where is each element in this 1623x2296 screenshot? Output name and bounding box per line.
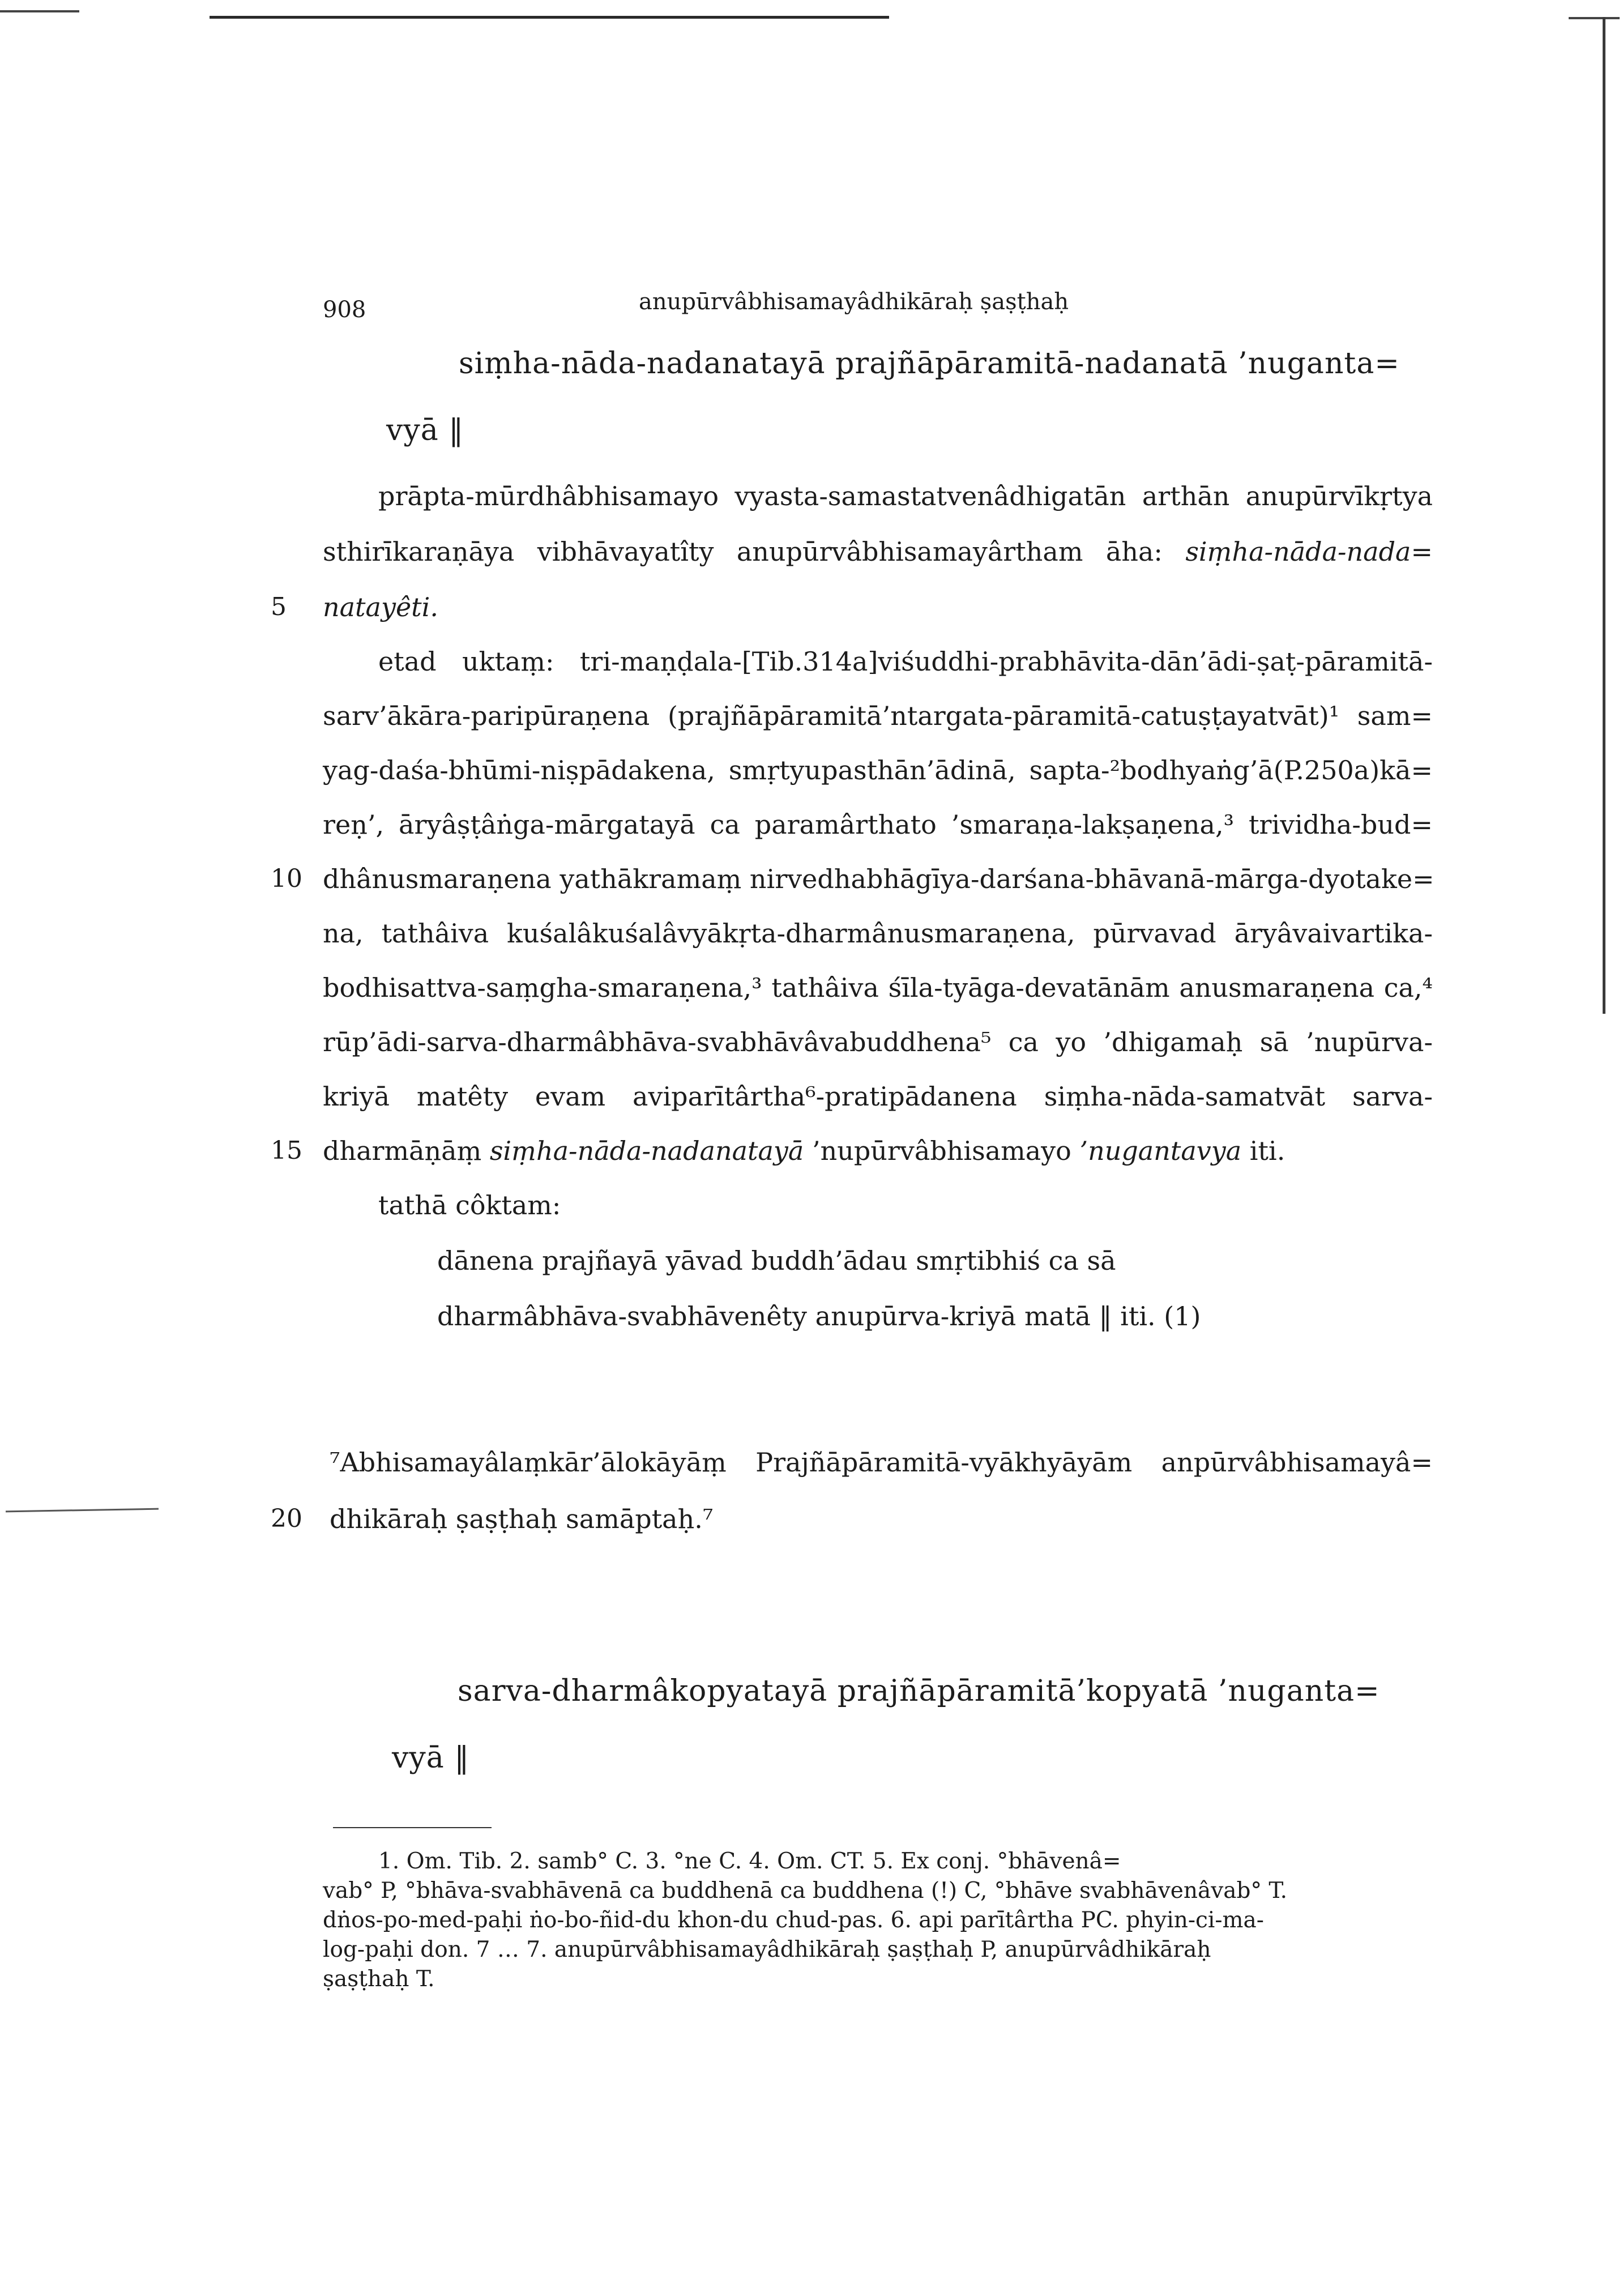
scan-top-rule [210, 16, 889, 19]
scan-corner-mark [1569, 17, 1620, 19]
line-number-15: 15 [271, 1136, 302, 1165]
line-number-5: 5 [271, 592, 287, 621]
body-line-4: etad uktaṃ: tri-maṇḍala-[Tib.314a]viśuddhi-prabhāvita-dān’ādi-ṣaṭ-pāramitā- [378, 646, 1433, 677]
body-line-2: sthirīkaraṇāya vibhāvayatîty anupūrvâbhisamayârtham āha: siṃha-nāda-nada= [323, 536, 1433, 567]
section-heading-2: sarva-dharmâkopyatayā prajñāpāramitā’kopyatā ’nuganta= [458, 1674, 1380, 1708]
body-line-5: sarv’ākāra-paripūraṇena (prajñāpāramitā’ntargata-pāramitā-catuṣṭayatvāt)¹ sam= [323, 701, 1433, 731]
line-number-20: 20 [271, 1504, 302, 1533]
verse-line-2: dharmâbhāva-svabhāvenêty anupūrva-kriyā matā ‖ iti. (1) [437, 1301, 1201, 1331]
scan-right-edge [1603, 17, 1605, 1014]
body-line-3: natayêti. [323, 592, 438, 622]
body-line-10: bodhisattva-saṃgha-smaraṇena,³ tathâiva śīla-tyāga-devatānām anusmaraṇena ca,⁴ [323, 972, 1433, 1003]
body-line-11: rūp’ādi-sarva-dharmâbhāva-svabhāvâvabuddhena⁵ ca yo ’dhigamaḥ sā ’nupūrva- [323, 1027, 1433, 1057]
body-line-7: reṇ’, āryâṣṭâṅga-mārgatayā ca paramârthato ’smaraṇa-lakṣaṇena,³ trividha-bud= [323, 809, 1433, 840]
footnote-line-5: ṣaṣṭhaḥ T. [323, 1966, 435, 1992]
footnote-line-3: dṅos-po-med-paḥi ṅo-bo-ñid-du khon-du chud-pas. 6. api parītârtha PC. phyin-ci-ma- [323, 1907, 1264, 1933]
section-heading-2-cont: vyā ‖ [392, 1741, 470, 1775]
body-line-12: kriyā matêty evam aviparītârtha⁶-pratipādanena siṃha-nāda-samatvāt sarva- [323, 1081, 1433, 1112]
line-number-10: 10 [271, 864, 302, 893]
scan-edge-mark [0, 10, 79, 12]
section-heading-1: siṃha-nāda-nadanatayā prajñāpāramitā-nadanatā ’nuganta= [459, 347, 1400, 381]
colophon-line-2: dhikāraḥ ṣaṣṭhaḥ samāptaḥ.⁷ [330, 1504, 714, 1534]
body-line-6: yag-daśa-bhūmi-niṣpādakena, smṛtyupasthān’ādinā, sapta-²bodhyaṅg’ā(P.250a)kā= [323, 755, 1433, 786]
footnote-line-4: log-paḥi don. 7 … 7. anupūrvâbhisamayâdhikāraḥ ṣaṣṭhaḥ P, anupūrvâdhikāraḥ [323, 1937, 1211, 1962]
body-line-14: tathā côktam: [378, 1190, 561, 1220]
verse-line-1: dānena prajñayā yāvad buddh’ādau smṛtibhiś ca sā [437, 1245, 1116, 1276]
page-number: 908 [323, 297, 366, 323]
footnote-line-1: 1. Om. Tib. 2. samb° C. 3. °ne C. 4. Om. CT. 5. Ex conj. °bhāvenâ= [378, 1849, 1121, 1874]
running-title: anupūrvâbhisamayâdhikāraḥ ṣaṣṭhaḥ [639, 289, 1069, 315]
scan-left-smudge [6, 1508, 159, 1513]
section-heading-1-cont: vyā ‖ [386, 413, 464, 447]
footnote-rule [333, 1827, 492, 1828]
body-line-1: prāpta-mūrdhâbhisamayo vyasta-samastatvenâdhigatān arthān anupūrvīkṛtya [378, 481, 1433, 511]
footnote-line-2: vab° P, °bhāva-svabhāvenā ca buddhenā ca buddhena (!) C, °bhāve svabhāvenâvab° T. [323, 1878, 1288, 1904]
colophon-line-1: ⁷Abhisamayâlaṃkār’ālokāyāṃ Prajñāpāramitā-vyākhyāyām anpūrvâbhisamayâ= [330, 1447, 1433, 1478]
body-line-13: dharmāṇāṃ siṃha-nāda-nadanatayā ’nupūrvâbhisamayo ’nugantavya iti. [323, 1136, 1285, 1166]
body-line-9: na, tathâiva kuśalâkuśalâvyākṛta-dharmânusmaraṇena, pūrvavad āryâvaivartika- [323, 918, 1433, 949]
body-line-8: dhânusmaraṇena yathākramaṃ nirvedhabhāgīya-darśana-bhāvanā-mārga-dyotake= [323, 864, 1434, 894]
